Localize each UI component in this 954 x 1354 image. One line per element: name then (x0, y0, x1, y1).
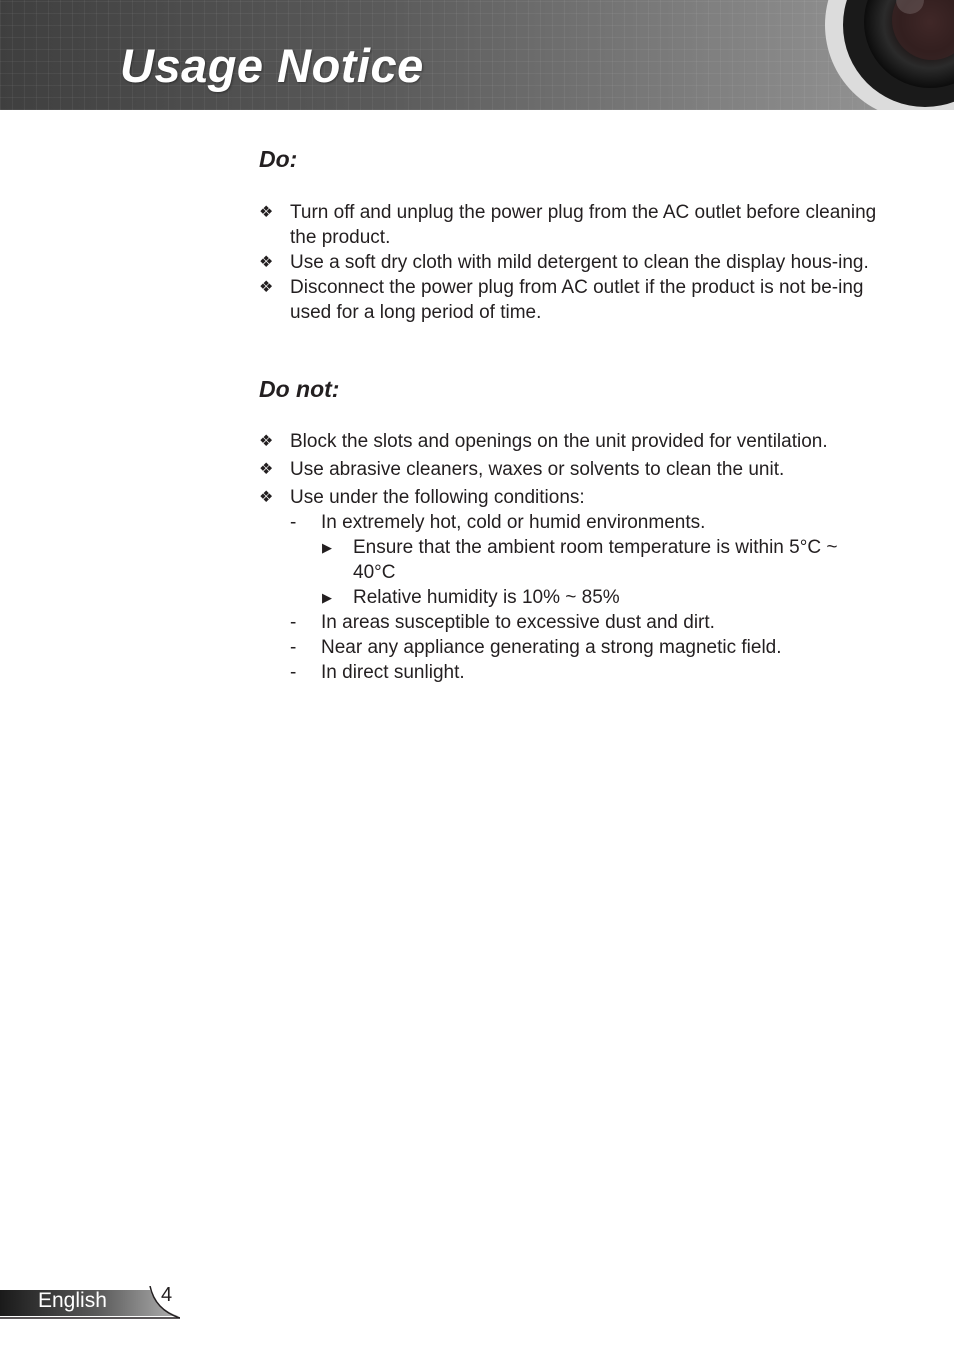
page-header (0, 0, 954, 110)
do-list (259, 200, 884, 325)
list-item (259, 275, 884, 325)
four-diamond-bullet-icon: ❖ (259, 433, 274, 450)
footer-language-label: English (38, 1289, 107, 1312)
list-item (259, 429, 884, 454)
climate-detail-text: Relative humidity is 10% ~ 85% (353, 587, 620, 608)
dash-marker: - (290, 637, 297, 658)
four-diamond-bullet-icon: ❖ (259, 489, 274, 506)
page-title: Usage Notice (120, 39, 424, 92)
climate-detail-item (259, 585, 884, 610)
list-item-text: Block the slots and openings on the unit provided for ventilation. (290, 431, 828, 452)
list-item-text: Use under the following conditions: (290, 487, 585, 508)
triangle-right-icon: ▶ (322, 540, 332, 555)
triangle-right-icon: ▶ (322, 590, 332, 605)
list-item-text: Use a soft dry cloth with mild detergent to clean the display hous-ing. (290, 252, 869, 273)
dash-marker: - (290, 512, 297, 533)
do-not-list (259, 429, 884, 685)
condition-text: In direct sunlight. (321, 662, 465, 683)
list-item-text: Disconnect the power plug from AC outlet if the product is not be-ing used for a long period of time. (290, 277, 864, 323)
list-item (259, 485, 884, 510)
condition-text: In extremely hot, cold or humid environments. (321, 512, 706, 533)
dash-marker: - (290, 612, 297, 633)
condition-item (259, 510, 884, 535)
list-item-text: Turn off and unplug the power plug from the AC outlet before cleaning the product. (290, 202, 877, 248)
four-diamond-bullet-icon: ❖ (259, 279, 274, 296)
list-item (259, 250, 884, 275)
list-item (259, 200, 884, 250)
four-diamond-bullet-icon: ❖ (259, 254, 274, 271)
do-heading: Do: (259, 146, 298, 172)
condition-item (259, 635, 884, 660)
four-diamond-bullet-icon: ❖ (259, 204, 274, 221)
condition-item (259, 610, 884, 635)
condition-text: In areas susceptible to excessive dust and dirt. (321, 612, 715, 633)
condition-text: Near any appliance generating a strong magnetic field. (321, 637, 782, 658)
page-number: 4 (161, 1284, 173, 1306)
climate-detail-text: Ensure that the ambient room temperature is within 5°C ~ 40°C (353, 537, 838, 583)
do-not-heading: Do not: (259, 376, 340, 402)
dash-marker: - (290, 662, 297, 683)
camera-lens-icon (800, 0, 954, 110)
four-diamond-bullet-icon: ❖ (259, 461, 274, 478)
list-item-text: Use abrasive cleaners, waxes or solvents to clean the unit. (290, 459, 785, 480)
list-item (259, 457, 884, 482)
climate-detail-item (259, 535, 884, 585)
condition-item (259, 660, 884, 685)
